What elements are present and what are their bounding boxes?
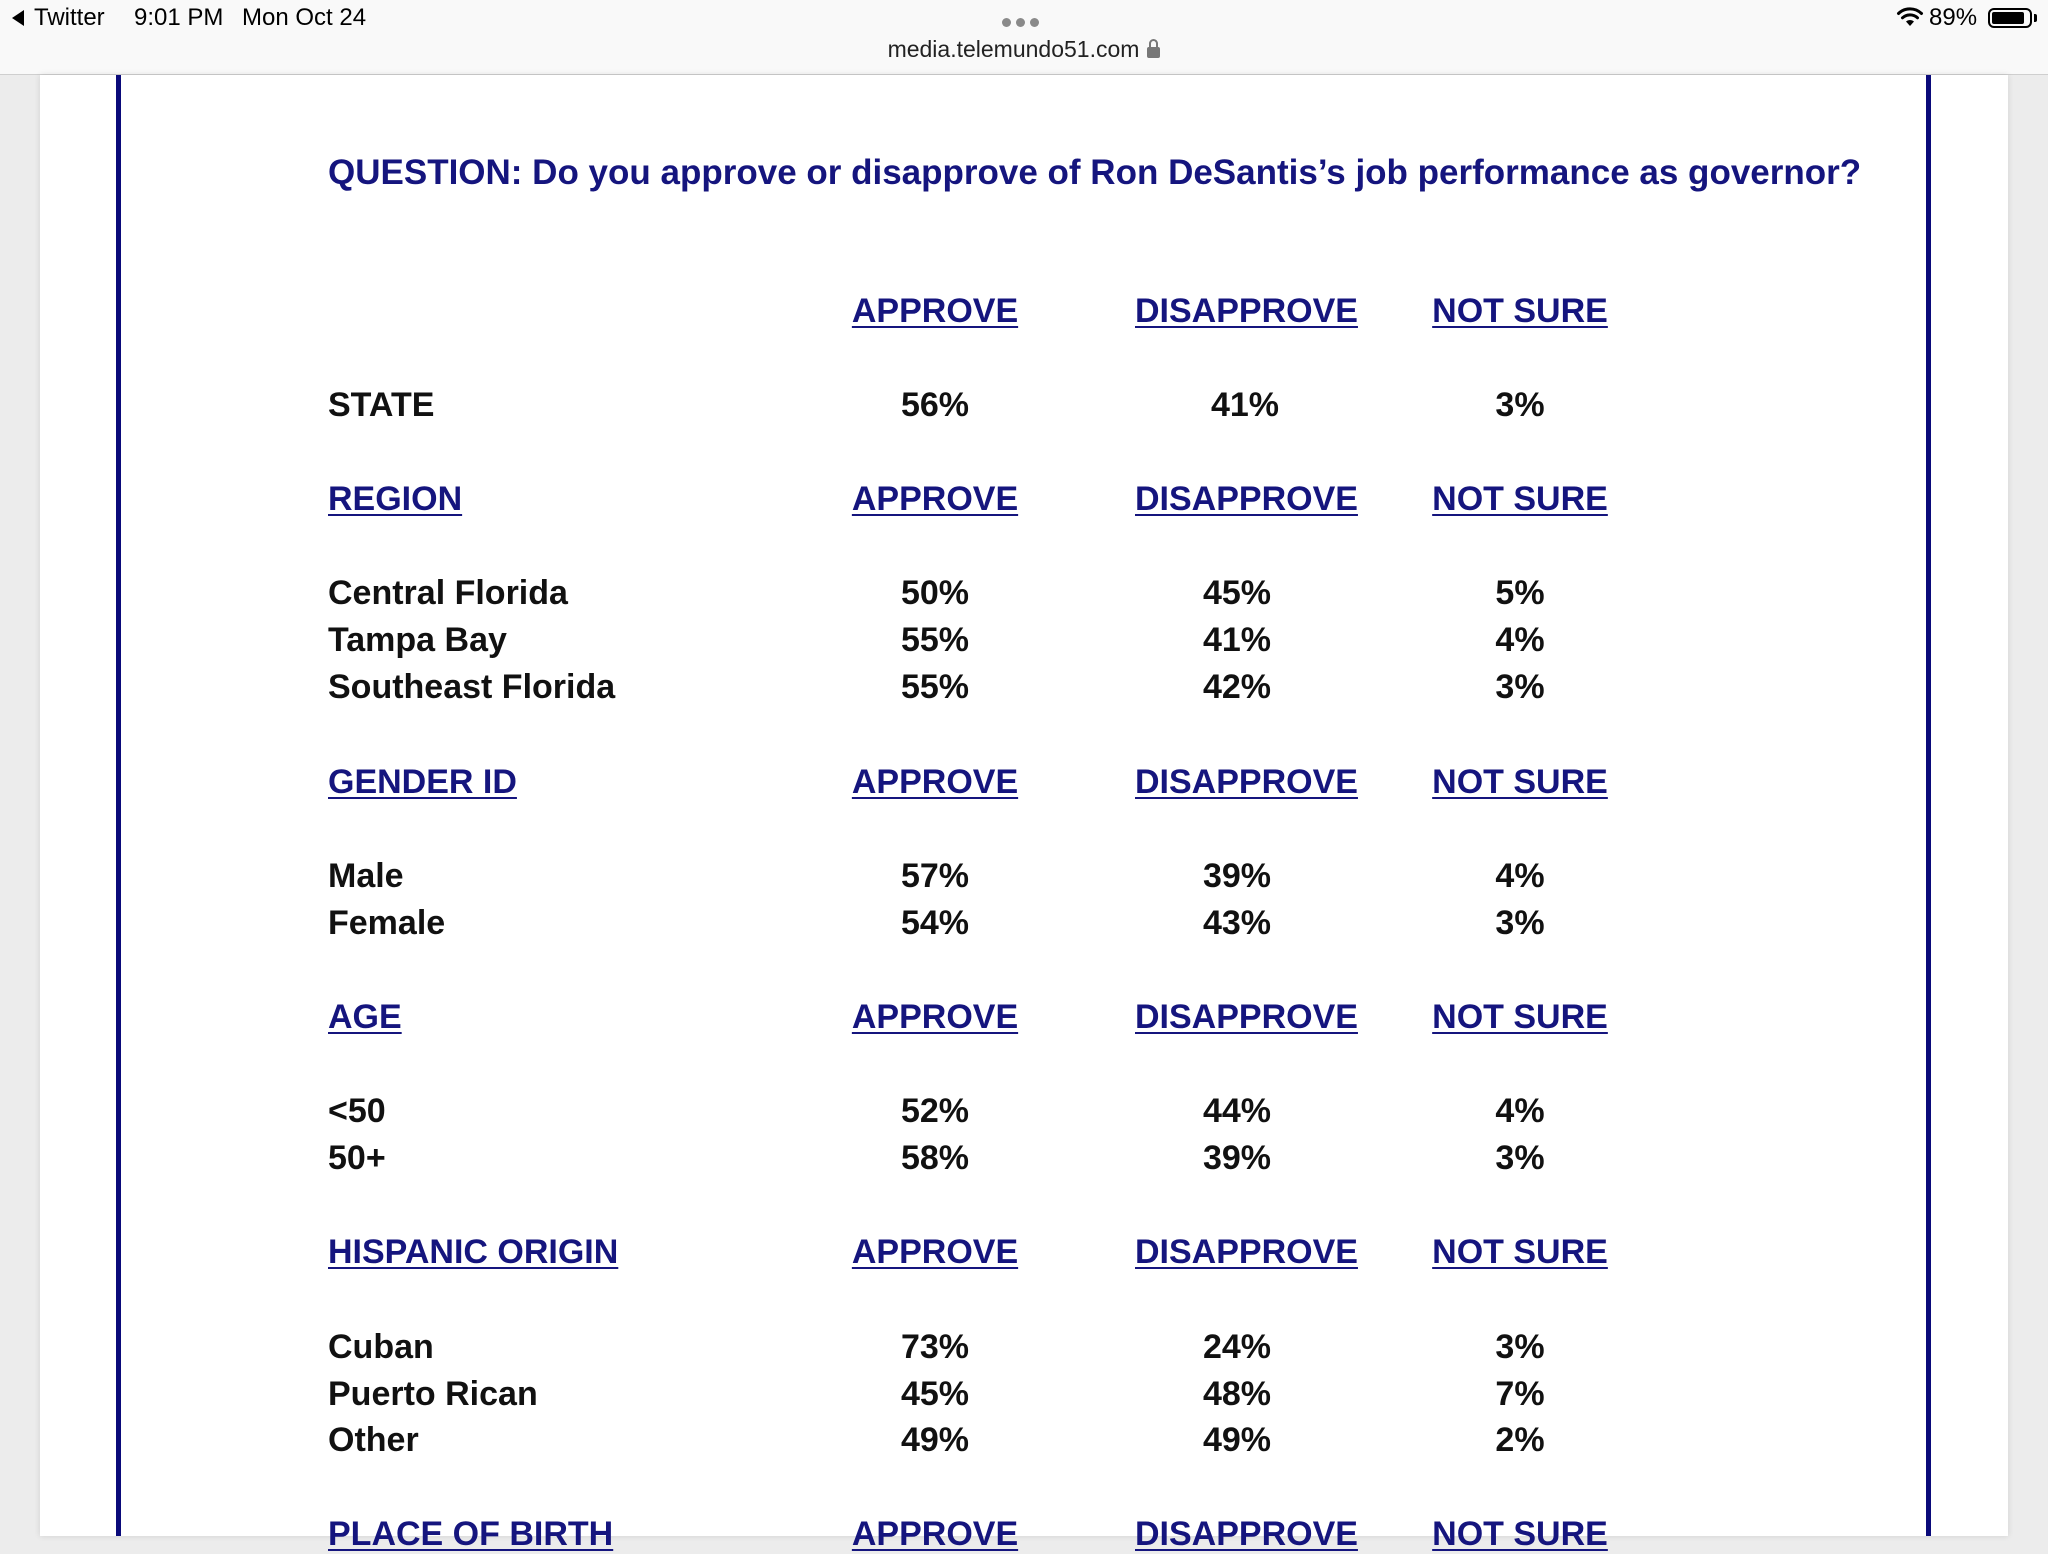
age-header-approve: APPROVE xyxy=(851,998,1019,1036)
50-plus-disapprove: 39% xyxy=(1202,1139,1272,1177)
southeast-florida-disapprove: 42% xyxy=(1202,668,1272,706)
female-approve: 54% xyxy=(900,904,970,942)
row-label-other: Other xyxy=(328,1421,419,1459)
under-50-approve: 52% xyxy=(900,1092,970,1130)
back-arrow-icon xyxy=(12,10,24,26)
row-label-50-plus: 50+ xyxy=(328,1139,386,1177)
status-time: 9:01 PM xyxy=(134,4,224,31)
battery-cap xyxy=(2034,14,2037,22)
region-header-disapprove: DISAPPROVE xyxy=(1135,480,1358,518)
southeast-florida-not-sure: 3% xyxy=(1495,668,1545,706)
central-florida-approve: 50% xyxy=(900,574,970,612)
section-header-age: AGE xyxy=(328,998,402,1036)
gender-header-approve: APPROVE xyxy=(851,763,1019,801)
50-plus-not-sure: 3% xyxy=(1495,1139,1545,1177)
row-label-tampa-bay: Tampa Bay xyxy=(328,621,507,659)
tampa-bay-not-sure: 4% xyxy=(1495,621,1545,659)
other-not-sure: 2% xyxy=(1495,1421,1545,1459)
puerto-rican-approve: 45% xyxy=(900,1375,970,1413)
status-bar xyxy=(0,0,2048,75)
address-bar[interactable] xyxy=(0,36,2048,63)
battery-percent: 89% xyxy=(1929,4,1978,31)
female-not-sure: 3% xyxy=(1495,904,1545,942)
under-50-disapprove: 44% xyxy=(1202,1092,1272,1130)
section-header-region: REGION xyxy=(328,480,463,518)
page-border-right xyxy=(1926,75,1931,1536)
url-text: media.telemundo51.com xyxy=(887,36,1140,62)
row-label-under-50: <50 xyxy=(328,1092,386,1130)
cuban-disapprove: 24% xyxy=(1202,1328,1272,1366)
section-header-place-of-birth: PLACE OF BIRTH xyxy=(328,1515,614,1553)
row-label-female: Female xyxy=(328,904,446,942)
female-disapprove: 43% xyxy=(1202,904,1272,942)
gender-header-not-sure: NOT SURE xyxy=(1432,763,1608,801)
cuban-approve: 73% xyxy=(900,1328,970,1366)
other-disapprove: 49% xyxy=(1202,1421,1272,1459)
region-header-not-sure: NOT SURE xyxy=(1432,480,1608,518)
gender-header-disapprove: DISAPPROVE xyxy=(1135,763,1358,801)
puerto-rican-disapprove: 48% xyxy=(1202,1375,1272,1413)
column-header-approve: APPROVE xyxy=(851,292,1019,330)
back-to-app-button[interactable] xyxy=(12,4,105,32)
column-header-not-sure: NOT SURE xyxy=(1432,292,1608,330)
state-disapprove: 41% xyxy=(1210,386,1280,424)
multitasking-dots-icon[interactable] xyxy=(1002,18,1039,27)
tampa-bay-disapprove: 41% xyxy=(1202,621,1272,659)
row-label-puerto-rican: Puerto Rican xyxy=(328,1375,538,1413)
puerto-rican-not-sure: 7% xyxy=(1495,1375,1545,1413)
male-approve: 57% xyxy=(900,857,970,895)
battery-icon xyxy=(1988,8,2032,28)
birth-header-approve: APPROVE xyxy=(851,1515,1019,1553)
male-not-sure: 4% xyxy=(1495,857,1545,895)
status-date: Mon Oct 24 xyxy=(242,4,367,31)
lock-icon xyxy=(1147,47,1160,58)
age-header-disapprove: DISAPPROVE xyxy=(1135,998,1358,1036)
state-approve: 56% xyxy=(900,386,970,424)
other-approve: 49% xyxy=(900,1421,970,1459)
wifi-icon xyxy=(1896,6,1924,28)
section-header-gender-id: GENDER ID xyxy=(328,763,517,801)
50-plus-approve: 58% xyxy=(900,1139,970,1177)
state-not-sure: 3% xyxy=(1495,386,1545,424)
male-disapprove: 39% xyxy=(1202,857,1272,895)
row-label-southeast-florida: Southeast Florida xyxy=(328,668,616,706)
battery-level-fill xyxy=(1992,12,2024,24)
hispanic-header-not-sure: NOT SURE xyxy=(1432,1233,1608,1271)
region-header-approve: APPROVE xyxy=(851,480,1019,518)
row-label-male: Male xyxy=(328,857,404,895)
question-heading: QUESTION: Do you approve or disapprove of Ron DeSantis’s job performance as governor? xyxy=(328,153,1862,192)
birth-header-not-sure: NOT SURE xyxy=(1432,1515,1608,1553)
hispanic-header-approve: APPROVE xyxy=(851,1233,1019,1271)
southeast-florida-approve: 55% xyxy=(900,668,970,706)
section-header-hispanic-origin: HISPANIC ORIGIN xyxy=(328,1233,619,1271)
birth-header-disapprove: DISAPPROVE xyxy=(1135,1515,1358,1553)
central-florida-disapprove: 45% xyxy=(1202,574,1272,612)
age-header-not-sure: NOT SURE xyxy=(1432,998,1608,1036)
column-header-disapprove: DISAPPROVE xyxy=(1135,292,1358,330)
row-label-cuban: Cuban xyxy=(328,1328,434,1366)
under-50-not-sure: 4% xyxy=(1495,1092,1545,1130)
hispanic-header-disapprove: DISAPPROVE xyxy=(1135,1233,1358,1271)
cuban-not-sure: 3% xyxy=(1495,1328,1545,1366)
document-page xyxy=(40,75,2008,1553)
page-border-left xyxy=(116,75,121,1536)
row-label-state: STATE xyxy=(328,386,435,424)
row-label-central-florida: Central Florida xyxy=(328,574,568,612)
central-florida-not-sure: 5% xyxy=(1495,574,1545,612)
tampa-bay-approve: 55% xyxy=(900,621,970,659)
back-app-label: Twitter xyxy=(34,4,105,31)
